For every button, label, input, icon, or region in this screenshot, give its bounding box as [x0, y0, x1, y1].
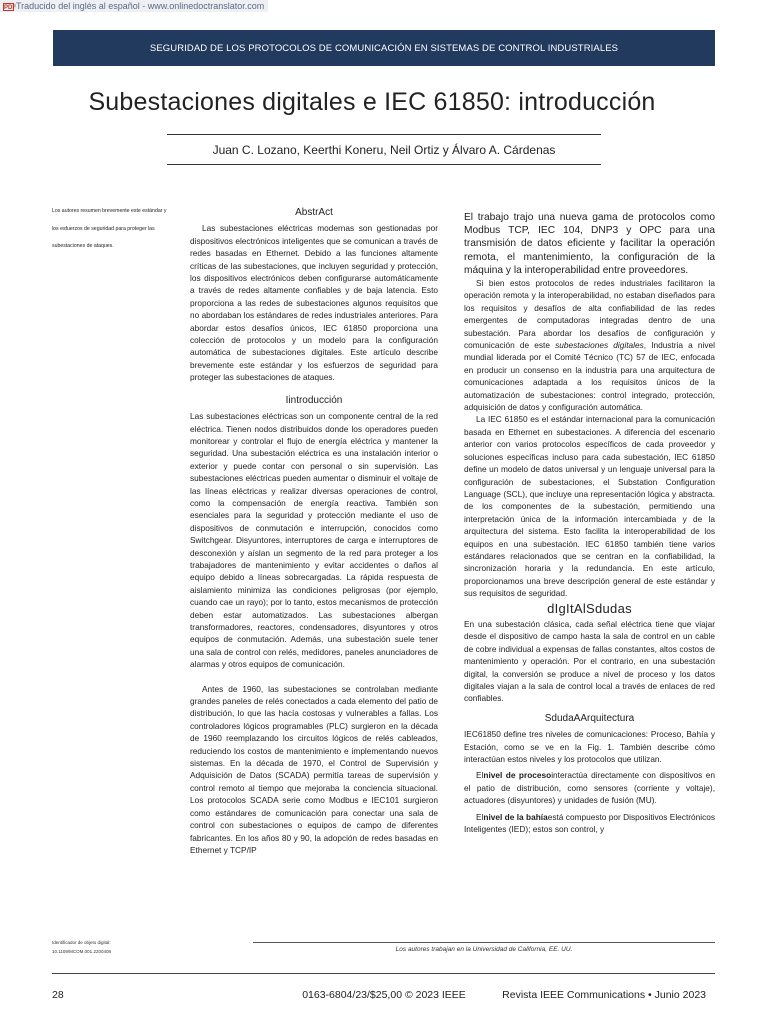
sidenote: Los autores resumen brevemente este estándar y los esfuerzos de seguridad para proteger las subestaciones de ataques. [52, 208, 167, 249]
doi-value: 10.1109/MCOM.001.2200408 [52, 949, 111, 954]
right-paragraph-2 [464, 277, 715, 413]
right-paragraph-continued: El trabajo trajo una nueva gama de protocolos como Modbus TCP, IEC 104, DNP3 y OPC para una transmisión de datos eficiente y facilitar la operación remota, el mantenimiento, la configuración de la máquina y la interoperabilidad entre proveedores. [464, 212, 715, 276]
right-paragraph-6 [464, 769, 715, 806]
paragraph-gap [190, 671, 438, 683]
right-paragraph-4: En una subestación clásica, cada señal eléctrica tiene que viajar desde el dispositivo de campo hasta la sala de control en un cable de cobre individual a expensas de fallas constantes, altos costos de mantenimiento y operación. Por el contrario, en una subestación digital, la conversión se produce a nivel de proceso y los datos digitales viajan a la sala de control local a través de enlaces de red confiables. [464, 618, 715, 704]
footnote-rule [253, 942, 715, 943]
title-rule [167, 134, 601, 135]
authors: Juan C. Lozano, Keerthi Koneru, Neil Ortiz y Álvaro A. Cárdenas [212, 143, 556, 157]
doi-note [52, 938, 182, 956]
footer-rule [52, 973, 715, 974]
right-paragraph-6-bold: nivel de proceso [483, 770, 552, 781]
right-paragraph-7-post: está compuesto por Dispositivos Electrónicos Inteligentes (IED); estos son control, y [464, 811, 715, 835]
intro-paragraph-2: Antes de 1960, las subestaciones se controlaban mediante grandes paneles de relés conectados a cada elemento del patio de distribución, lo que las hacía costosas y vulnerables a fallas. Los controladores lógicos programables (PLC) surgieron en la década de 1960 reemplazando los circuitos lógicos de relés cableados, reduciendo los costos de mantenimiento e implementando nuevos sistemas. En la década de 1970, el Control de Supervisión y Adquisición de Datos (SCADA) permitía tareas de supervisión y control remoto al tiempo que mejoraba la conciencia situacional. Los protocolos SCADA serie como Modbus e IEC101 surgieron como estándares de comunicación para conectar una sala de control con subestaciones o equipos de campo de diferentes fabricantes. En los años 80 y 90, la adopción de redes basadas en Ethernet y TCP/IP [190, 683, 438, 855]
right-paragraph-6-pre: El [476, 770, 484, 781]
right-paragraph-7-bold: nivel de la bahía [483, 811, 548, 822]
journal-name: Revista IEEE Communications • Junio 2023 [502, 989, 706, 1001]
right-paragraph-7 [464, 811, 715, 836]
digital-substations-heading: dIgItAlSdudas [547, 600, 632, 616]
right-paragraph-2-a: Si bien estos protocolos de redes industriales facilitaron la operación remota y la interoperabilidad, no estaban diseñados para los requisitos y desafíos de alta confiabilidad de las redes emergentes de computadoras integradas dentro de una subestación. Para abordar los desafíos de configuración y comunicación de este [464, 278, 715, 351]
intro-heading: Iintroducción [285, 394, 343, 406]
pdf-icon: PDF [4, 4, 16, 11]
doi-label: Identificador de objeto digital: [52, 940, 111, 945]
left-column [190, 207, 438, 856]
right-paragraph-3: La IEC 61850 es el estándar internacional para la comunicación basada en Ethernet en subestaciones. A diferencia del escenario anterior con varios protocolos específicos de cada proveedor y soluciones específicas incluso para cada subestación, IEC 61850 define un modelo de datos universal y un lenguaje universal para la configuración de subestaciones, el Substation Configuration Language (SCL), que incluye una representación lógica y abstracta. de los componentes de la subestación, permitiendo una interpretación única de la información intercambiada y de la arquitectura del sistema. Esto facilita la interoperabilidad de los equipos en una subestación. IEC 61850 también tiene varios estándares relacionados que se centran en la confiabilidad, la sincronización horaria y la redundancia. En este artículo, proporcionamos una breve descripción general de este estándar y sus requisitos de seguridad. [464, 414, 715, 599]
intro-paragraph-1: Las subestaciones eléctricas son un componente central de la red eléctrica. Tienen nodos distribuidos donde los operadores pueden monitorear y controlar el flujo de energía eléctrica y mantener la seguridad. Una subestación eléctrica es una instalación interior o exterior y puede contar con personal o sin supervisión. Las subestaciones eléctricas pueden aumentar o disminuir el voltaje de las líneas eléctricas y realizar diversas operaciones de control, como la compensación de energía reactiva. También son esenciales para la seguridad y protección mediante el uso de dispositivos de conmutación e interrupción, conocidos como Switchgear. Disyuntores, interruptores de carga e interruptores de desconexión y aíslan un segmento de la red para proteger a los trabajadores de mantenimiento y evitar accidentes o daños al equipo debido a líneas sobrecargadas. La rápida respuesta de aislamiento minimiza las condiciones peligrosas (por ejemplo, cuando cae un rayo); por lo tanto, estos mecanismos de protección deben estar automatizados. Las subestaciones albergan transformadores, reactores, condensadores, disyuntores y otros equipos de conmutación. Además, una subestación suele tener una sala de control con relés, medidores, paneles anunciadores de alarmas y otros equipos de comunicación. [190, 411, 438, 670]
right-paragraph-2-b: , Industria a nivel mundial liderada por el Comité Técnico (TC) 57 de IEC, enfocada en producir un consenso en la industria para una arquitectura de comunicaciones adaptada a los requisitos únicos de la automatización de subestaciones: control integrado, protección, adquisición de datos y configuración automática. [464, 340, 715, 413]
abstract-text: Las subestaciones eléctricas modernas son gestionadas por dispositivos electrónicos inteligentes que se comunican a través de redes basadas en Ethernet. Debido a las funciones altamente críticas de las subestaciones, que incluyen seguridad y protección, los dispositivos electrónicos deben configurarse automáticamente a través de redes altamente confiables y de baja latencia. Esto proporciona a las redes de subestaciones algunos requisitos que no abordaban los estándares de redes industriales anteriores. Para abordar estos desafíos únicos, IEC 61850 proporciona una colección de protocolos y un modelo para la configuración automática de subestaciones digitales. Este artículo describe brevemente este estándar y los esfuerzos de seguridad para proteger las subestaciones de ataques. [190, 223, 438, 383]
translator-bar-text[interactable]: Traducido del inglés al español - www.onlinedoctranslator.com [16, 1, 265, 11]
right-column [464, 211, 715, 835]
affiliation-note: Los autores trabajan en la Universidad de California, EE. UU. [395, 946, 573, 953]
section-banner [53, 30, 715, 66]
issn-copyright: 0163-6804/23/$25,00 © 2023 IEEE [302, 989, 466, 1001]
translator-bar[interactable] [0, 0, 268, 12]
right-paragraph-7-pre: El [476, 811, 484, 822]
right-paragraph-5: IEC61850 define tres niveles de comunicaciones: Proceso, Bahía y Estación, como se ve en la Fig. 1. También describe cómo interactúan estos niveles y los protocolos que utilizan. [464, 729, 715, 765]
authors-rule [167, 164, 601, 165]
architecture-heading: SdudaAArquitectura [544, 712, 635, 724]
article-title: Subestaciones digitales e IEC 61850: introducción [88, 88, 656, 116]
right-paragraph-6-post: interactúa directamente con dispositivos en el patio de distribución, como sensores (corriente y voltaje), actuadores (disyuntores) y unidades de fusión (MU). [464, 770, 715, 806]
banner-text: SEGURIDAD DE LOS PROTOCOLOS DE COMUNICACIÓN EN SISTEMAS DE CONTROL INDUSTRIALES [149, 42, 619, 54]
page-number: 28 [52, 989, 64, 1001]
abstract-heading: AbstrAct [295, 207, 333, 218]
right-paragraph-2-emphasis: subestaciones digitales [555, 340, 644, 351]
